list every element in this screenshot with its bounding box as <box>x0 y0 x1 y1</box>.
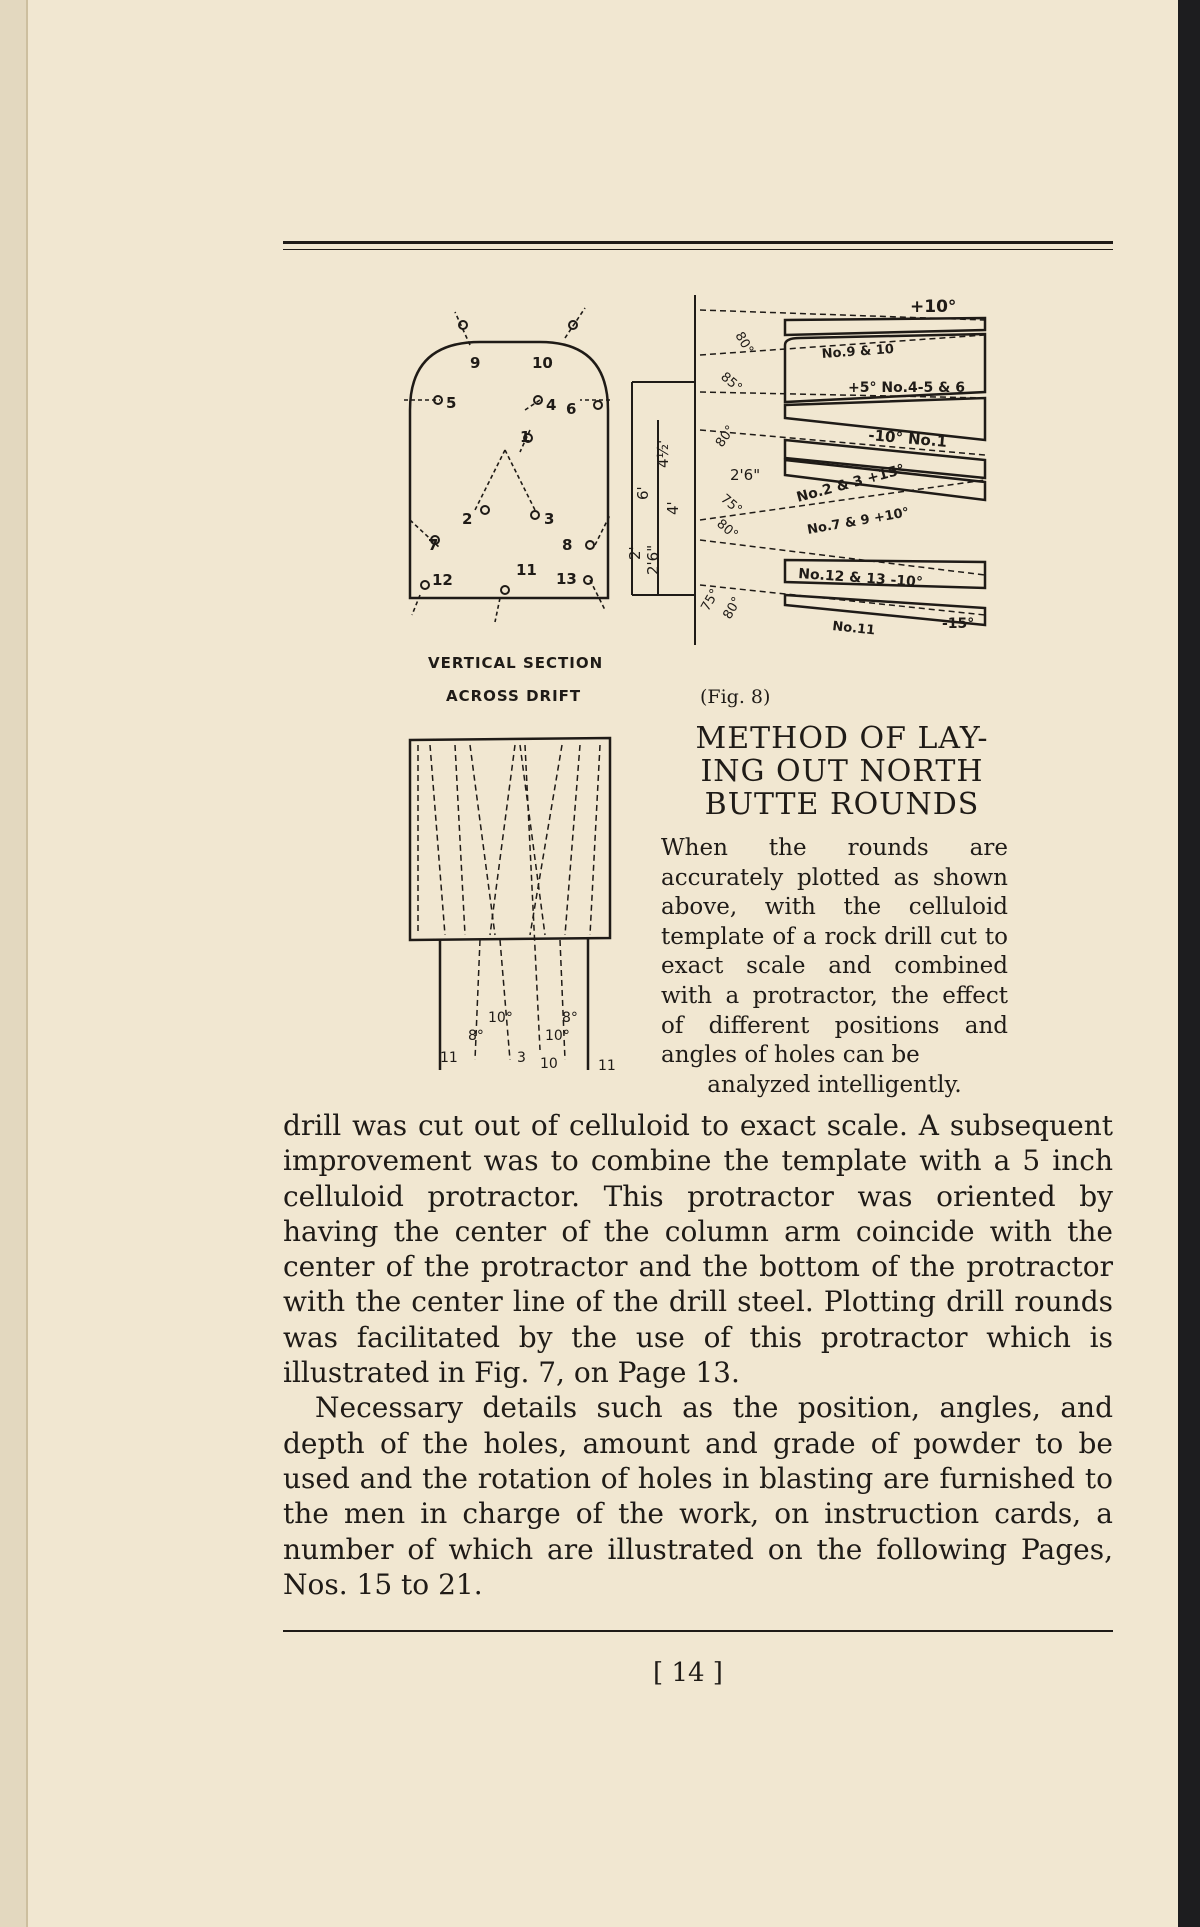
caption-text: When the rounds are accurately plotted as shown above, with the celluloid template of a rock drill cut to exact scale and combined with a protractor, the effect of different positions and angles of holes can be <box>661 835 1008 1069</box>
body-text <box>283 1108 1113 1602</box>
drift-plan-diagram <box>395 720 630 1085</box>
page-edge-right <box>1178 0 1200 1927</box>
dimension-label: 6' <box>634 486 652 500</box>
figure-caption <box>661 834 1008 1100</box>
drift-label: 8° <box>562 1010 578 1026</box>
plan-label: No.2 & 3 +15° <box>794 461 907 506</box>
heading-line: METHOD OF LAY- <box>695 721 989 756</box>
hole-number: 4 <box>546 396 557 414</box>
plan-label: No.11 <box>831 619 876 639</box>
drift-label: 8° <box>468 1028 484 1044</box>
caption-last-line: analyzed intelligently. <box>707 1071 962 1098</box>
angle-label: 80° <box>731 329 757 357</box>
page-number: [ 14 ] <box>653 1658 723 1688</box>
section-heading <box>652 722 1032 821</box>
drift-label: 10 <box>540 1056 558 1072</box>
drift-label: 11 <box>598 1058 616 1074</box>
body-paragraph: drill was cut out of celluloid to exact scale. A subsequent improvement was to combine the template with a 5 inch celluloid protractor. This protractor was oriented by having the center of the column arm coincide with the center of the protractor and the bottom of the protractor with the center line of the drill steel. Plotting drill rounds was facilitated by the use of this protractor which is illustrated in Fig. 7, on Page 13. <box>283 1109 1113 1390</box>
plan-view-diagram <box>620 280 1000 655</box>
hole-number: 7 <box>428 536 439 554</box>
hole-number: 9 <box>470 354 481 372</box>
dimension-label: 2'6" <box>644 544 662 575</box>
hole-number: 13 <box>556 570 577 588</box>
angle-label: 80° <box>720 594 745 622</box>
plan-label: -10° No.1 <box>867 426 948 451</box>
drift-label: 10° <box>488 1010 513 1026</box>
plan-label: No.12 & 13 -10° <box>797 566 924 591</box>
hole-number: 1 <box>520 428 531 446</box>
dimension-label: 4½' <box>654 439 672 468</box>
hole-number: 6 <box>566 400 577 418</box>
drift-label: 10° <box>545 1028 570 1044</box>
angle-label: 75° <box>698 586 723 614</box>
hole-number: 8 <box>562 536 573 554</box>
heading-line: BUTTE ROUNDS <box>704 787 980 822</box>
plan-label: -15° <box>942 616 975 632</box>
page-edge-left <box>0 0 28 1927</box>
hole-number: 12 <box>432 571 453 589</box>
plan-label: No.7 & 9 +10° <box>806 505 911 538</box>
drift-label: 3 <box>517 1050 526 1066</box>
top-rule-thin <box>283 249 1113 250</box>
plan-label: +5° No.4-5 & 6 <box>848 380 965 396</box>
dimension-label: 2'6" <box>730 466 761 484</box>
hole-number: 11 <box>516 561 537 579</box>
hole-number: 5 <box>446 394 457 412</box>
plan-label: No.9 & 10 <box>821 341 895 362</box>
angle-label: 85° <box>717 369 745 396</box>
body-paragraph: Necessary details such as the position, angles, and depth of the holes, amount and grade of powder to be used and the rotation of holes in blasting are furnished to the men in charge of the work, on instruction cards, a number of which are illustrated on the following Pages, Nos. 15 to 21. <box>283 1391 1113 1601</box>
dimension-label: 2' <box>626 546 644 560</box>
drift-label: 11 <box>440 1050 458 1066</box>
angle-label: 80° <box>712 422 739 451</box>
hole-number: 2 <box>462 510 473 528</box>
angle-label: 75° <box>717 491 745 518</box>
figure-label: (Fig. 8) <box>700 686 771 708</box>
plan-label: +10° <box>910 297 957 317</box>
dimension-label: 4' <box>664 501 682 515</box>
top-rule-thick <box>283 241 1113 244</box>
section-caption-line-2: ACROSS DRIFT <box>446 687 582 705</box>
angle-label: 80° <box>713 516 741 543</box>
heading-line: ING OUT NORTH <box>700 754 984 789</box>
vertical-section-diagram <box>400 300 630 630</box>
hole-number: 10 <box>532 354 553 372</box>
bottom-rule <box>283 1630 1113 1632</box>
hole-number: 3 <box>544 510 555 528</box>
section-caption-line-1: VERTICAL SECTION <box>428 654 604 672</box>
